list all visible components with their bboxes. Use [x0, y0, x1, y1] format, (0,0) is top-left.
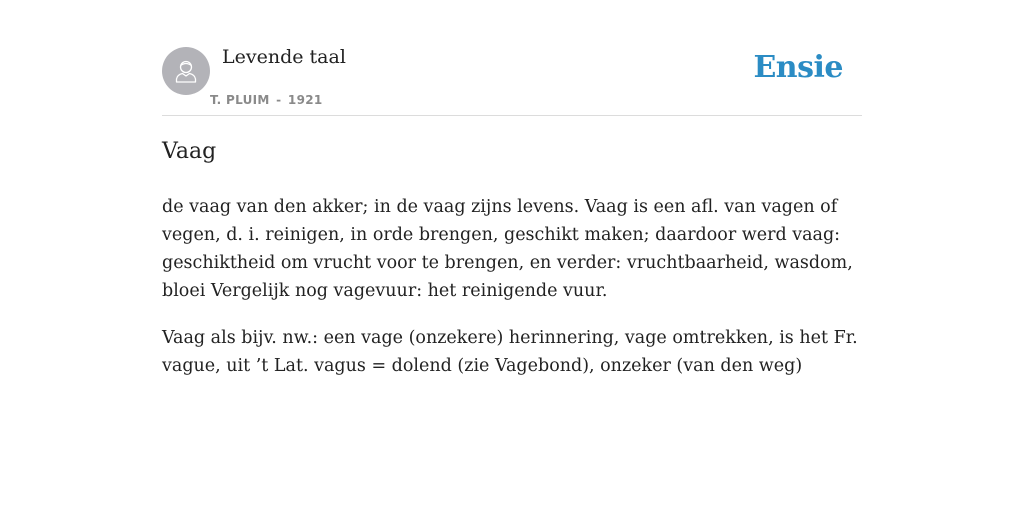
- entry-title: Vaag: [162, 139, 217, 164]
- byline-separator: -: [276, 93, 282, 107]
- entry-body: [162, 193, 862, 399]
- author-byline: [210, 93, 323, 107]
- author-avatar[interactable]: [162, 47, 210, 95]
- entry-paragraph: de vaag van den akker; in de vaag zijns levens. Vaag is een afl. van vagen of vegen, d. i. reinigen, in orde brengen, geschikt maken; daardoor werd vaag: geschiktheid om vrucht voor te brengen, en verder: vruchtbaarheid, wasdom, bloei Vergelijk nog vagevuur: het reinigende vuur.: [162, 197, 853, 301]
- entry-paragraph: Vaag als bijv. nw.: een vage (onzekere) herinnering, vage omtrekken, is het Fr. vague, uit ’t Lat. vagus = dolend (zie Vagebond), onzeker (van den weg): [162, 328, 858, 376]
- book-title-link[interactable]: Levende taal: [222, 46, 346, 68]
- author-name: T. PLUIM: [210, 93, 270, 107]
- ensie-logo[interactable]: Ensie: [753, 50, 843, 85]
- page-container: [162, 0, 862, 376]
- user-icon: [171, 56, 201, 86]
- publication-year: 1921: [287, 93, 323, 107]
- header: [162, 0, 862, 116]
